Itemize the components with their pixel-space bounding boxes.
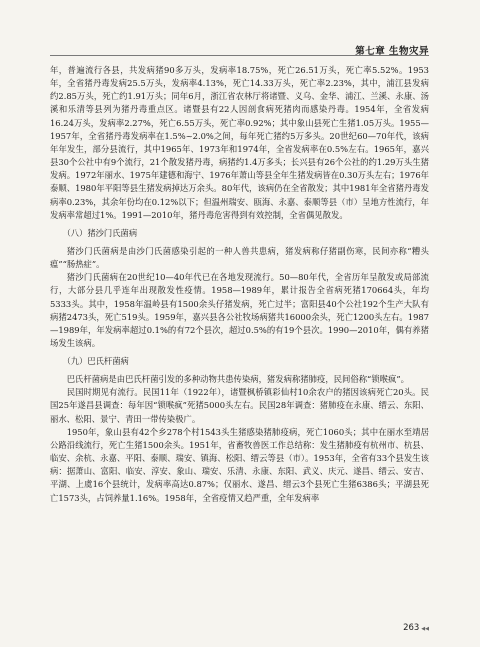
running-header: [50, 39, 429, 56]
paragraph: 年，普遍流行各县，共发病猪90多万头，发病率18.75%，死亡26.51万头，死亡率5.52%。1953年，全省猪丹毒发病25.5万头，发病率4.13%，死亡14.33万头，死亡率2.23%，其中，浦江县发病约2.85万头，死亡约1.91万头；同年6月，浙江省农林厅将诸暨、义乌、金华、浦江、兰溪、永康、汤溪和乐清等县列为猪丹毒重点区。诸暨县有22人因剖食病死猪肉而感染丹毒。1954年，全省发病16.24万头，发病率2.27%，死亡6.55万头，死亡率0.92%；其中象山县死亡生猪1.05万头。1955—1957年，全省猪丹毒发病率在1.5%~2.0%之间，每年死亡猪约5万多头。20世纪60—70年代，该病年年发生，部分县流行，其中1965年、1973年和1974年，全省发病率在0.5%左右。1965年，嘉兴县30个公社中有9个流行，21个散发猪丹毒，病猪约1.4万多头；长兴县有26个公社的约1.29万头生猪发病。1972年丽水、1975年建德和海宁、1976年萧山等县全年生猪发病皆在0.30万头左右；1976年泰顺、1980年平阳等县生猪发病掉达万余头。80年代，该病仍在全省散发；其中1981年全省猪丹毒发病率0.23%，其余年份均在0.12%以下；但温州瑞安、瓯海、永嘉、泰顺等县（市）呈地方性流行，年发病率常超过1%。1991—2010年，猪丹毒危害得到有效控制，全省偶见散发。: [50, 65, 429, 220]
page-number: [403, 623, 429, 633]
page-number-ornament: ◀◀: [421, 626, 429, 632]
paragraph: 猪沙门氏菌病在20世纪10—40年代已在各地发现流行。50—80年代，全省历年呈散发或局部流行，大部分县几乎连年出现散发性疫情。1958—1989年，累计报告全省病死猪170664头，年均5333头。其中，1958年温岭县有1500余头仔猪发病，死亡过半；富阳县40个公社192个生产大队有病猪2473头，死亡519头。1959年，嘉兴县各公社牧场病猪共16000余头，死亡1200头左右。1987—1989年，年发病率超过0.1%的有72个县次，超过0.5%的有19个县次。1990—2010年，偶有养猪场发生该病。: [50, 272, 429, 348]
paragraph: 1950年，象山县有42个乡278个村1543头生猪感染猪肺疫病，死亡1060头；其中在丽水至靖居公路沿线流行，死亡生猪1500余头。1951年，省畜牧兽医工作总结称：发生猪肺疫有杭州市、杭县、临安、余杭、永嘉、平阳、泰顺、瑞安、镇海、松阳、缙云等县（市）。1953年，全省有33个县发生该病：据萧山、富阳、临安、淳安、象山、瑞安、乐清、永康、东阳、武义、庆元、遂昌、缙云、安吉、平湖、上虞16个县统计，发病率高达0.87%；仅丽水、遂昌、缙云3个县死亡生猪6386头；平湖县死亡1573头，占饲养量1.16%。1958年，全省疫情又趋严重，全年发病率: [50, 426, 429, 503]
page-number-text: 263: [403, 623, 420, 633]
paragraph: 巴氏杆菌病是由巴氏杆菌引发的多种动物共患传染病，猪发病称猪肺疫，民间俗称“锁喉疯”。: [66, 374, 409, 385]
paragraph: 民国时期见有流行。民国11年（1922年），诸暨枫桥镇彩仙村10余农户的猪因该病死亡20头。民国25年遂昌县调查：每年因“锁喉疯”死猪5000头左右。民国28年调查：猪肺疫在永康、缙云、东阳、丽水、松阳、景宁、青田一带传染极广。: [50, 387, 429, 424]
section-heading: （九）巴氏杆菌病: [62, 356, 129, 367]
chapter-title: 第七章 生物灾异: [355, 46, 429, 57]
section-heading: （八）猪沙门氏菌病: [62, 227, 138, 238]
paragraph: 猪沙门氏菌病是由沙门氏菌感染引起的一种人兽共患病，猪发病称仔猪副伤寒，民间亦称“糟头瘟”“肠热症”。: [50, 245, 429, 270]
page-body: [50, 64, 429, 505]
